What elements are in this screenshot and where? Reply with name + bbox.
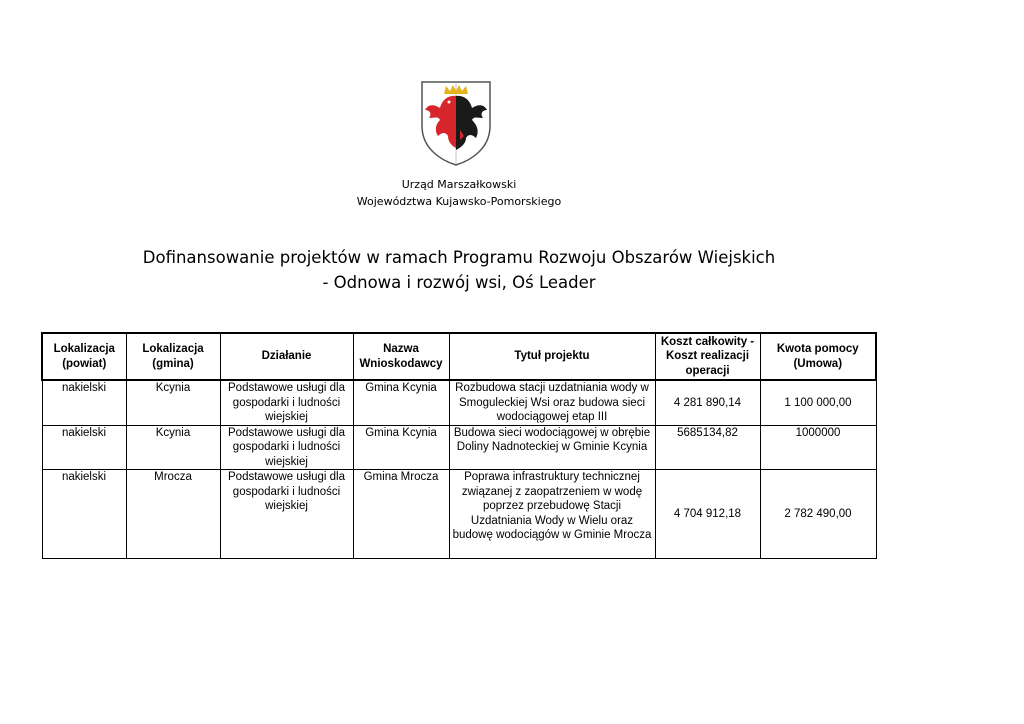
column-header: Działanie xyxy=(220,333,353,380)
cell-dzialanie: Podstawowe usługi dla gospodarki i ludności wiejskiej xyxy=(220,470,353,559)
table-row xyxy=(42,380,876,425)
page-title-line-1: Dofinansowanie projektów w ramach Programu Rozwoju Obszarów Wiejskich xyxy=(142,248,776,267)
cell-dzialanie: Podstawowe usługi dla gospodarki i ludności wiejskiej xyxy=(220,425,353,470)
cell-koszt: 5685134,82 xyxy=(655,425,760,470)
cell-koszt: 4 704 912,18 xyxy=(655,470,760,559)
office-region: Województwa Kujawsko-Pomorskiego xyxy=(356,195,562,208)
cell-gmina: Mrocza xyxy=(126,470,220,559)
column-header: Nazwa Wnioskodawcy xyxy=(353,333,449,380)
projects-table xyxy=(41,332,877,559)
cell-dzialanie: Podstawowe usługi dla gospodarki i ludności wiejskiej xyxy=(220,380,353,425)
column-header: Tytuł projektu xyxy=(449,333,655,380)
cell-powiat: nakielski xyxy=(42,425,126,470)
column-header: Lokalizacja (powiat) xyxy=(42,333,126,380)
office-name: Urząd Marszałkowski xyxy=(401,178,517,191)
cell-tytul: Rozbudowa stacji uzdatniania wody w Smoguleckiej Wsi oraz budowa sieci wodociągowej etap III xyxy=(449,380,655,425)
table-header-row xyxy=(42,333,876,380)
page-title-line-2: - Odnowa i rozwój wsi, Oś Leader xyxy=(322,273,596,292)
cell-powiat: nakielski xyxy=(42,380,126,425)
cell-wnioskodawca: Gmina Kcynia xyxy=(353,380,449,425)
cell-gmina: Kcynia xyxy=(126,425,220,470)
coat-of-arms-icon xyxy=(420,80,492,166)
cell-kwota: 1000000 xyxy=(760,425,876,470)
column-header: Kwota pomocy (Umowa) xyxy=(760,333,876,380)
cell-kwota: 2 782 490,00 xyxy=(760,470,876,559)
table-row xyxy=(42,470,876,559)
column-header: Koszt całkowity - Koszt realizacji operacji xyxy=(655,333,760,380)
cell-gmina: Kcynia xyxy=(126,380,220,425)
cell-wnioskodawca: Gmina Mrocza xyxy=(353,470,449,559)
cell-tytul: Budowa sieci wodociągowej w obrębie Doliny Nadnoteckiej w Gminie Kcynia xyxy=(449,425,655,470)
cell-wnioskodawca: Gmina Kcynia xyxy=(353,425,449,470)
cell-kwota: 1 100 000,00 xyxy=(760,380,876,425)
table-row xyxy=(42,425,876,470)
cell-koszt: 4 281 890,14 xyxy=(655,380,760,425)
cell-tytul: Poprawa infrastruktury technicznej związanej z zaopatrzeniem w wodę poprzez przebudowę Stacji Uzdatniania Wody w Wielu oraz budowę wodociągów w Gminie Mrocza xyxy=(449,470,655,559)
cell-powiat: nakielski xyxy=(42,470,126,559)
column-header: Lokalizacja (gmina) xyxy=(126,333,220,380)
